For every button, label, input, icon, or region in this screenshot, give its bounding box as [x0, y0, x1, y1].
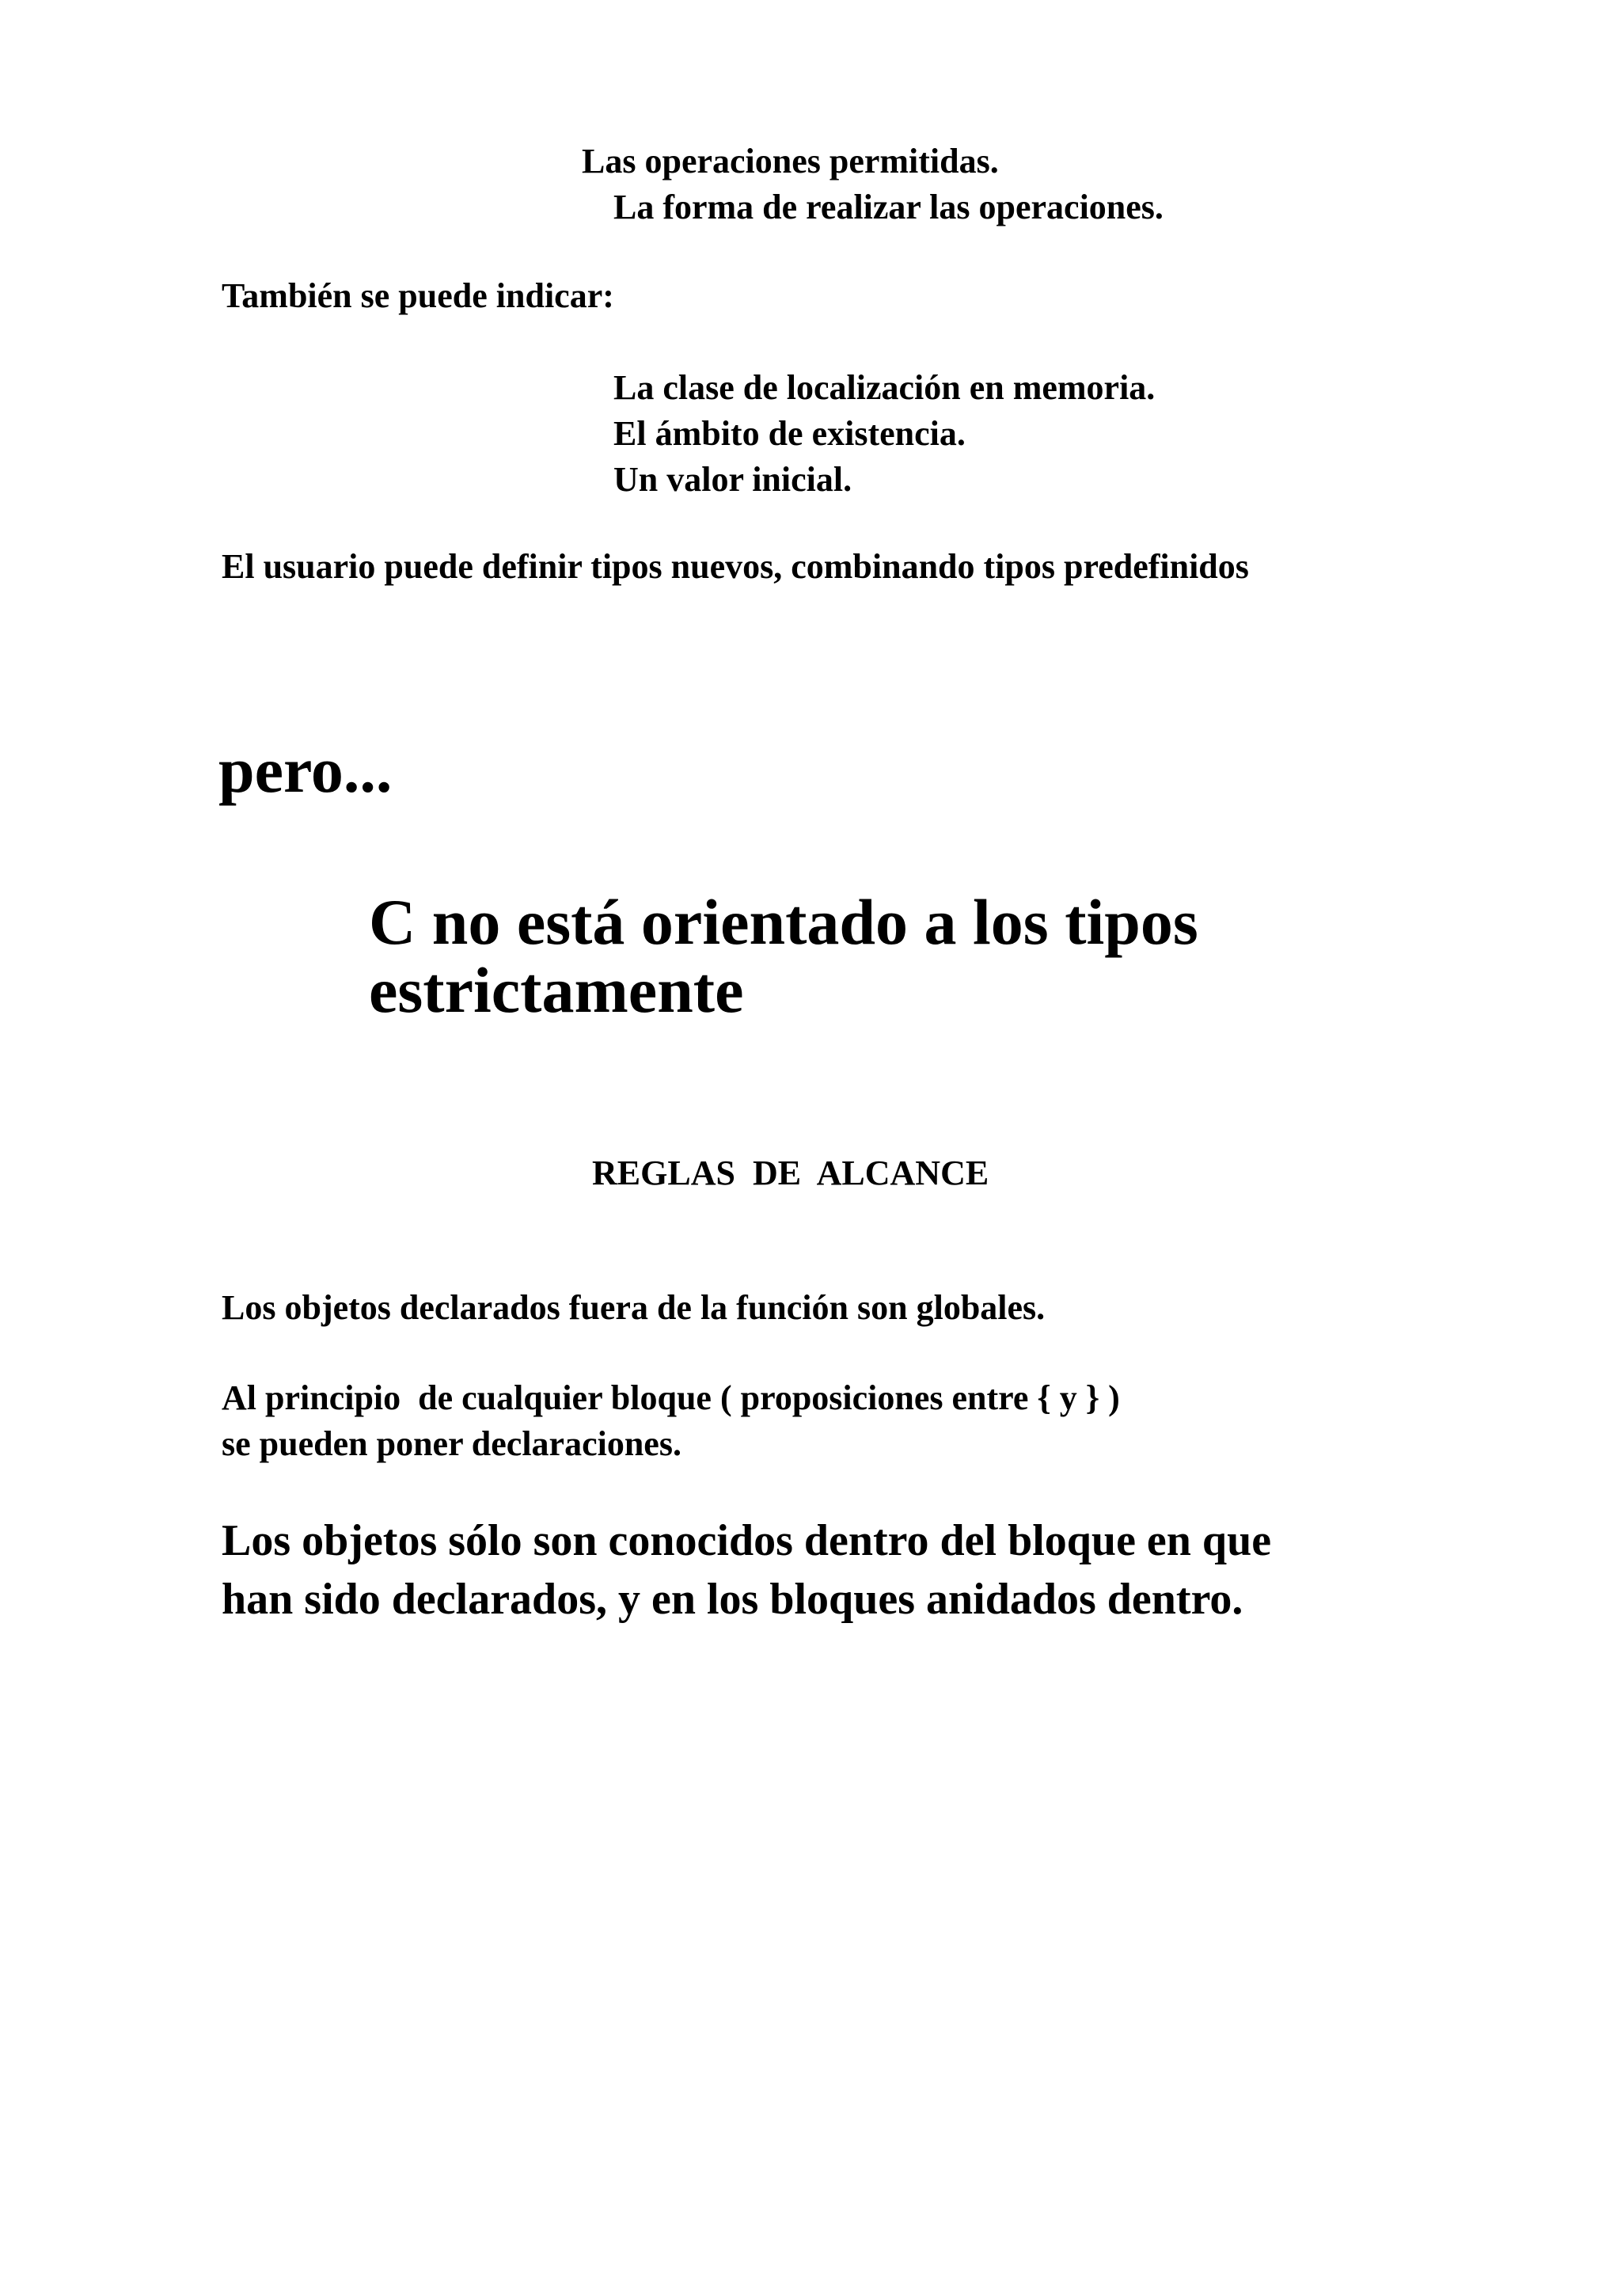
block-decl-line: Al principio de cualquier bloque ( proposiciones entre { y } ) [222, 1378, 1120, 1417]
but-heading: pero... [218, 734, 393, 806]
also-intro: También se puede indicar: [222, 276, 614, 315]
also-list-item: El ámbito de existencia. [613, 414, 966, 453]
globals-paragraph: Los objetos declarados fuera de la función son globales. [222, 1288, 1046, 1327]
scope-rule-line: han sido declarados, y en los bloques anidados dentro. [222, 1575, 1243, 1624]
user-types-paragraph: El usuario puede definir tipos nuevos, combinando tipos predefinidos [222, 547, 1249, 586]
also-list-item: La clase de localización en memoria. [613, 368, 1156, 407]
top-list-item: Las operaciones permitidas. [582, 142, 999, 181]
scope-rule-line: Los objetos sólo son conocidos dentro del bloque en que [222, 1516, 1272, 1565]
c-statement-line: estrictamente [369, 954, 744, 1026]
c-statement-line: C no está orientado a los tipos [369, 886, 1198, 958]
top-list-item: La forma de realizar las operaciones. [613, 188, 1164, 226]
section-title: REGLAS DE ALCANCE [592, 1154, 989, 1192]
block-decl-line: se pueden poner declaraciones. [222, 1424, 681, 1463]
also-list-item: Un valor inicial. [613, 460, 852, 499]
